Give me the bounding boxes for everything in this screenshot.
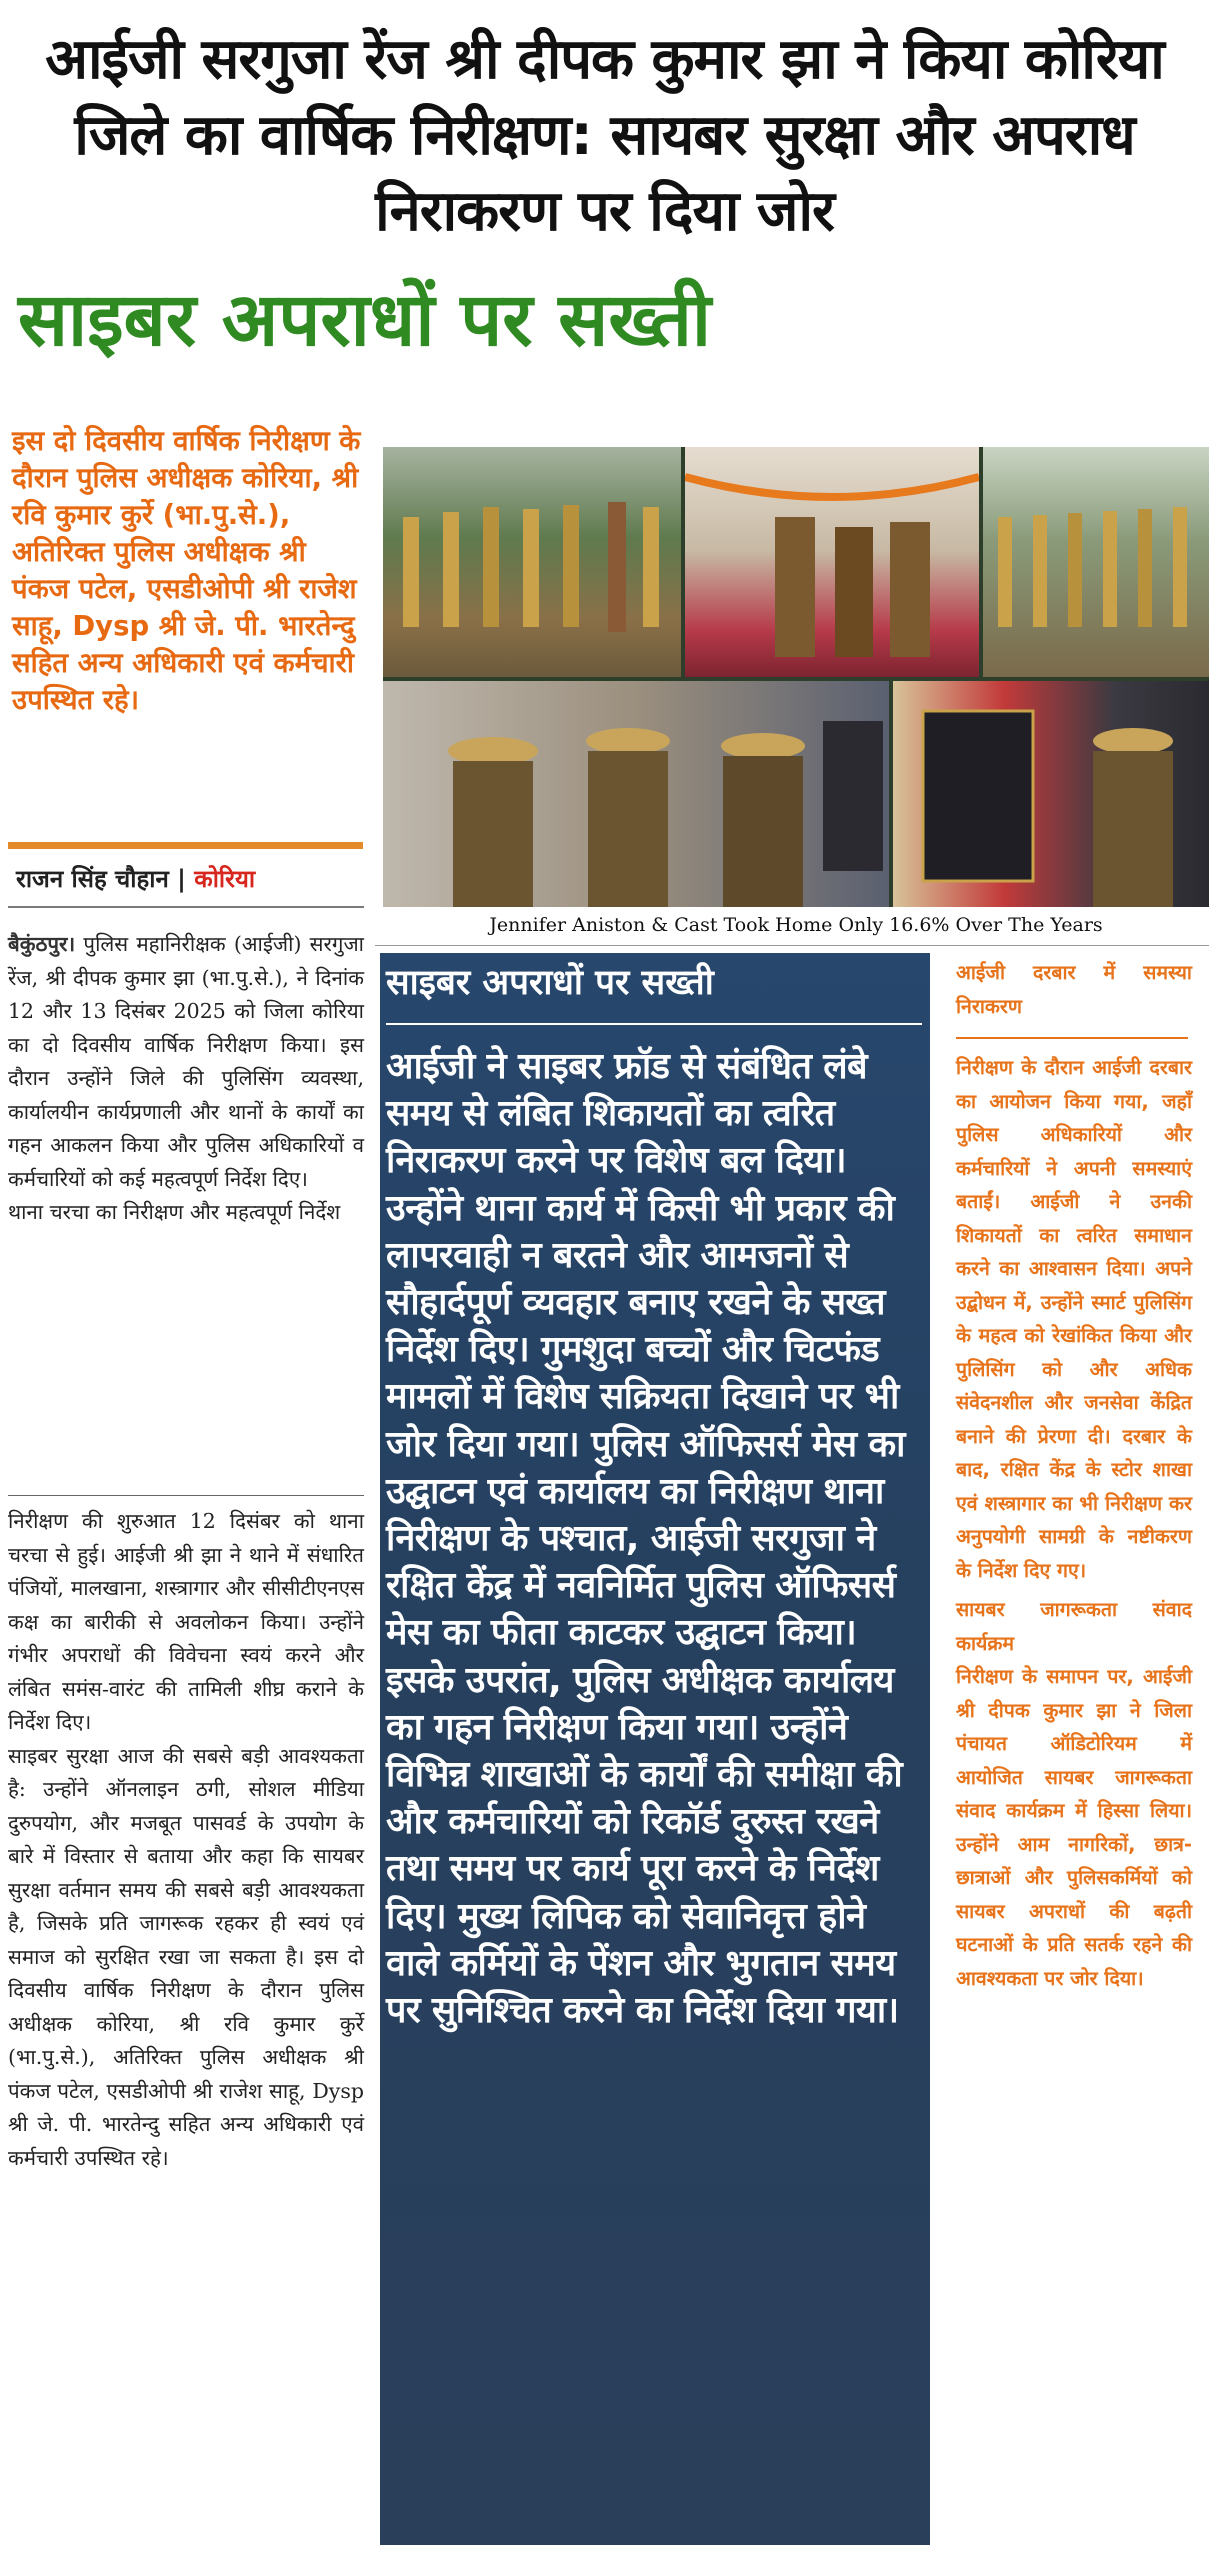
byline-separator: | [177,865,186,893]
highlight-box-title: साइबर अपराधों पर सख्ती [386,959,922,1025]
right-heading-1: आईजी दरबार में समस्या निराकरण [956,961,1192,1018]
right-para-2: निरीक्षण के समापन पर, आईजी श्री दीपक कुमार झा ने जिला पंचायत ऑडिटोरियम में आयोजित सायबर जागरूकता संवाद कार्यक्रम में हिस्सा लिया। उन्होंने आम नागरिकों, छात्र-छात्राओं और पुलिसकर्मियों को सायबर अपराधों की बढ़ती घटनाओं के प्रति सतर्क रहने की आवश्यकता पर जोर दिया। [956,1665,1192,1990]
photo-caption: Jennifer Aniston & Cast Took Home Only 16.6% Over The Years [489,914,1103,936]
right-column [956,956,1192,1995]
photo-officers-clapping [383,681,889,907]
pull-quote: इस दो दिवसीय वार्षिक निरीक्षण के दौरान पुलिस अधीक्षक कोरिया, श्री रवि कुमार कुर्रे (भा.पु.से.), अतिरिक्त पुलिस अधीक्षक श्री पंकज पटेल, एसडीओपी श्री राजेश साहू, Dysp श्री जे. पी. भारतेन्दु सहित अन्य अधिकारी एवं कर्मचारी उपस्थित रहे। [12,425,361,716]
highlight-box [380,953,930,2545]
highlight-box-body: आईजी ने साइबर फ्रॉड से संबंधित लंबे समय से लंबित शिकायतों का त्वरित निराकरण करने पर विशेष बल दिया। उन्होंने थाना कार्य में किसी भी प्रकार की लापरवाही न बरतने और आमजनों से सौहार्दपूर्ण व्यवहार बनाए रखने के सख्त निर्देश दिए। गुमशुदा बच्चों और चिटफंड मामलों में विशेष सक्रियता दिखाने पर भी जोर दिया गया। पुलिस ऑफिसर्स मेस का उद्घाटन एवं कार्यालय का निरीक्षण थाना निरीक्षण के पश्चात, आईजी सरगुजा ने रक्षित केंद्र में नवनिर्मित पुलिस ऑफिसर्स मेस का फीता काटकर उद्घाटन किया। इसके उपरांत, पुलिस अधीक्षक कार्यालय का गहन निरीक्षण किया गया। उन्होंने विभिन्न शाखाओं के कार्यों की समीक्षा की और कर्मचारियों को रिकॉर्ड दुरुस्त रखने तथा समय पर कार्य पूरा करने के निर्देश दिए। मुख्य लिपिक को सेवानिवृत्त होने वाले कर्मियों के पेंशन और भुगतान समय पर सुनिश्चित करने का निर्देश दिया गया। [386,1046,905,2032]
left-para-1 [8,928,364,1196]
photo-plaque-unveiling [893,681,1209,907]
right-heading-2: सायबर जागरूकता संवाद कार्यक्रम [956,1598,1192,1655]
byline-author: राजन सिंह चौहान [16,865,169,893]
officers-figures [383,681,889,907]
byline [16,862,255,895]
right-para-1: निरीक्षण के दौरान आईजी दरबार का आयोजन किया गया, जहाँ पुलिस अधिकारियों और कर्मचारियों ने अपनी समस्याएं बताईं। आईजी ने उनकी शिकायतों का त्वरित समाधान करने का आश्वासन दिया। अपने उद्बोधन में, उन्होंने स्मार्ट पुलिसिंग के महत्व को रेखांकित किया और पुलिसिंग को और अधिक संवेदनशील और जनसेवा केंद्रित बनाने की प्रेरणा दी। दरबार के बाद, रक्षित केंद्र के स्टोर शाखा एवं शस्त्रागार का भी निरीक्षण कर अनुपयोगी सामग्री के नष्टीकरण के निर्देश दिए गए। [956,1056,1192,1582]
photo-collage [383,447,1209,907]
left-column [8,928,364,1230]
left-para-4: साइबर सुरक्षा आज की सबसे बड़ी आवश्यकता है: उन्होंने ऑनलाइन ठगी, सोशल मीडिया दुरुपयोग, और मजबूत पासवर्ड के उपयोग के बारे में विस्तार से बताया और कहा कि सायबर सुरक्षा वर्तमान समय की सबसे बड़ी आवश्यकता है, जिसके प्रति जागरूक रहकर ही स्वयं एवं समाज को सुरक्षित रखा जा सकता है। इस दो दिवसीय वार्षिक निरीक्षण के दौरान पुलिस अधीक्षक कोरिया, श्री रवि कुमार कुर्रे (भा.पु.से.), अतिरिक्त पुलिस अधीक्षक श्री पंकज पटेल, एसडीओपी श्री राजेश साहू, Dysp श्री जे. पी. भारतेन्दु सहित अन्य अधिकारी एवं कर्मचारी उपस्थित रहे। [8,1743,365,2170]
parade-right-figures [983,447,1209,677]
dateline: बैकुंठपुर। [8,932,76,956]
caption-divider [375,945,1209,946]
photo-ribbon-cutting [685,447,979,677]
plaque-figures [893,681,1209,907]
parade-figures [383,447,681,677]
pull-quote-divider [8,842,363,849]
right-heading-1-divider [956,1037,1188,1039]
byline-location: कोरिया [194,865,256,893]
photo-parade-right [983,447,1209,677]
headline: आईजी सरगुजा रेंज श्री दीपक कुमार झा ने किया कोरिया जिले का वार्षिक निरीक्षण: सायबर सुरक्षा और अपराध निराकरण पर दिया जोर [45,27,1164,244]
byline-divider [8,906,364,908]
subhead: साइबर अपराधों पर सख्ती [18,277,712,363]
left-para-3: निरीक्षण की शुरुआत 12 दिसंबर को थाना चरचा से हुई। आईजी श्री झा ने थाने में संधारित पंजियों, मालखाना, शस्त्रागार और सीसीटीएनएस कक्ष का बारीकी से अवलोकन किया। उन्होंने गंभीर अपराधों की विवेचना स्वयं करने और लंबित समंस-वारंट की तामिली शीघ्र कराने के निर्देश दिए। [8,1509,364,1734]
left-para-1-text: पुलिस महानिरीक्षक (आईजी) सरगुजा रेंज, श्री दीपक कुमार झा (भा.पु.से.), ने दिनांक 12 और 13 दिसंबर 2025 को जिला कोरिया का दो दिवसीय वार्षिक निरीक्षण किया। इस दौरान उन्होंने जिले की पुलिसिंग व्यवस्था, कार्यालयीन कार्यप्रणाली और थानों के कार्यों का गहन आकलन किया और पुलिस अधिकारियों व कर्मचारियों को कई महत्वपूर्ण निर्देश दिए। [8,932,364,1191]
ribbon-cutting-figures [685,447,979,677]
left-para-2: थाना चरचा का निरीक्षण और महत्वपूर्ण निर्देश [8,1200,341,1224]
left-column-continued [8,1505,364,2175]
photo-parade-left [383,447,681,677]
left-section-divider [8,1495,364,1496]
